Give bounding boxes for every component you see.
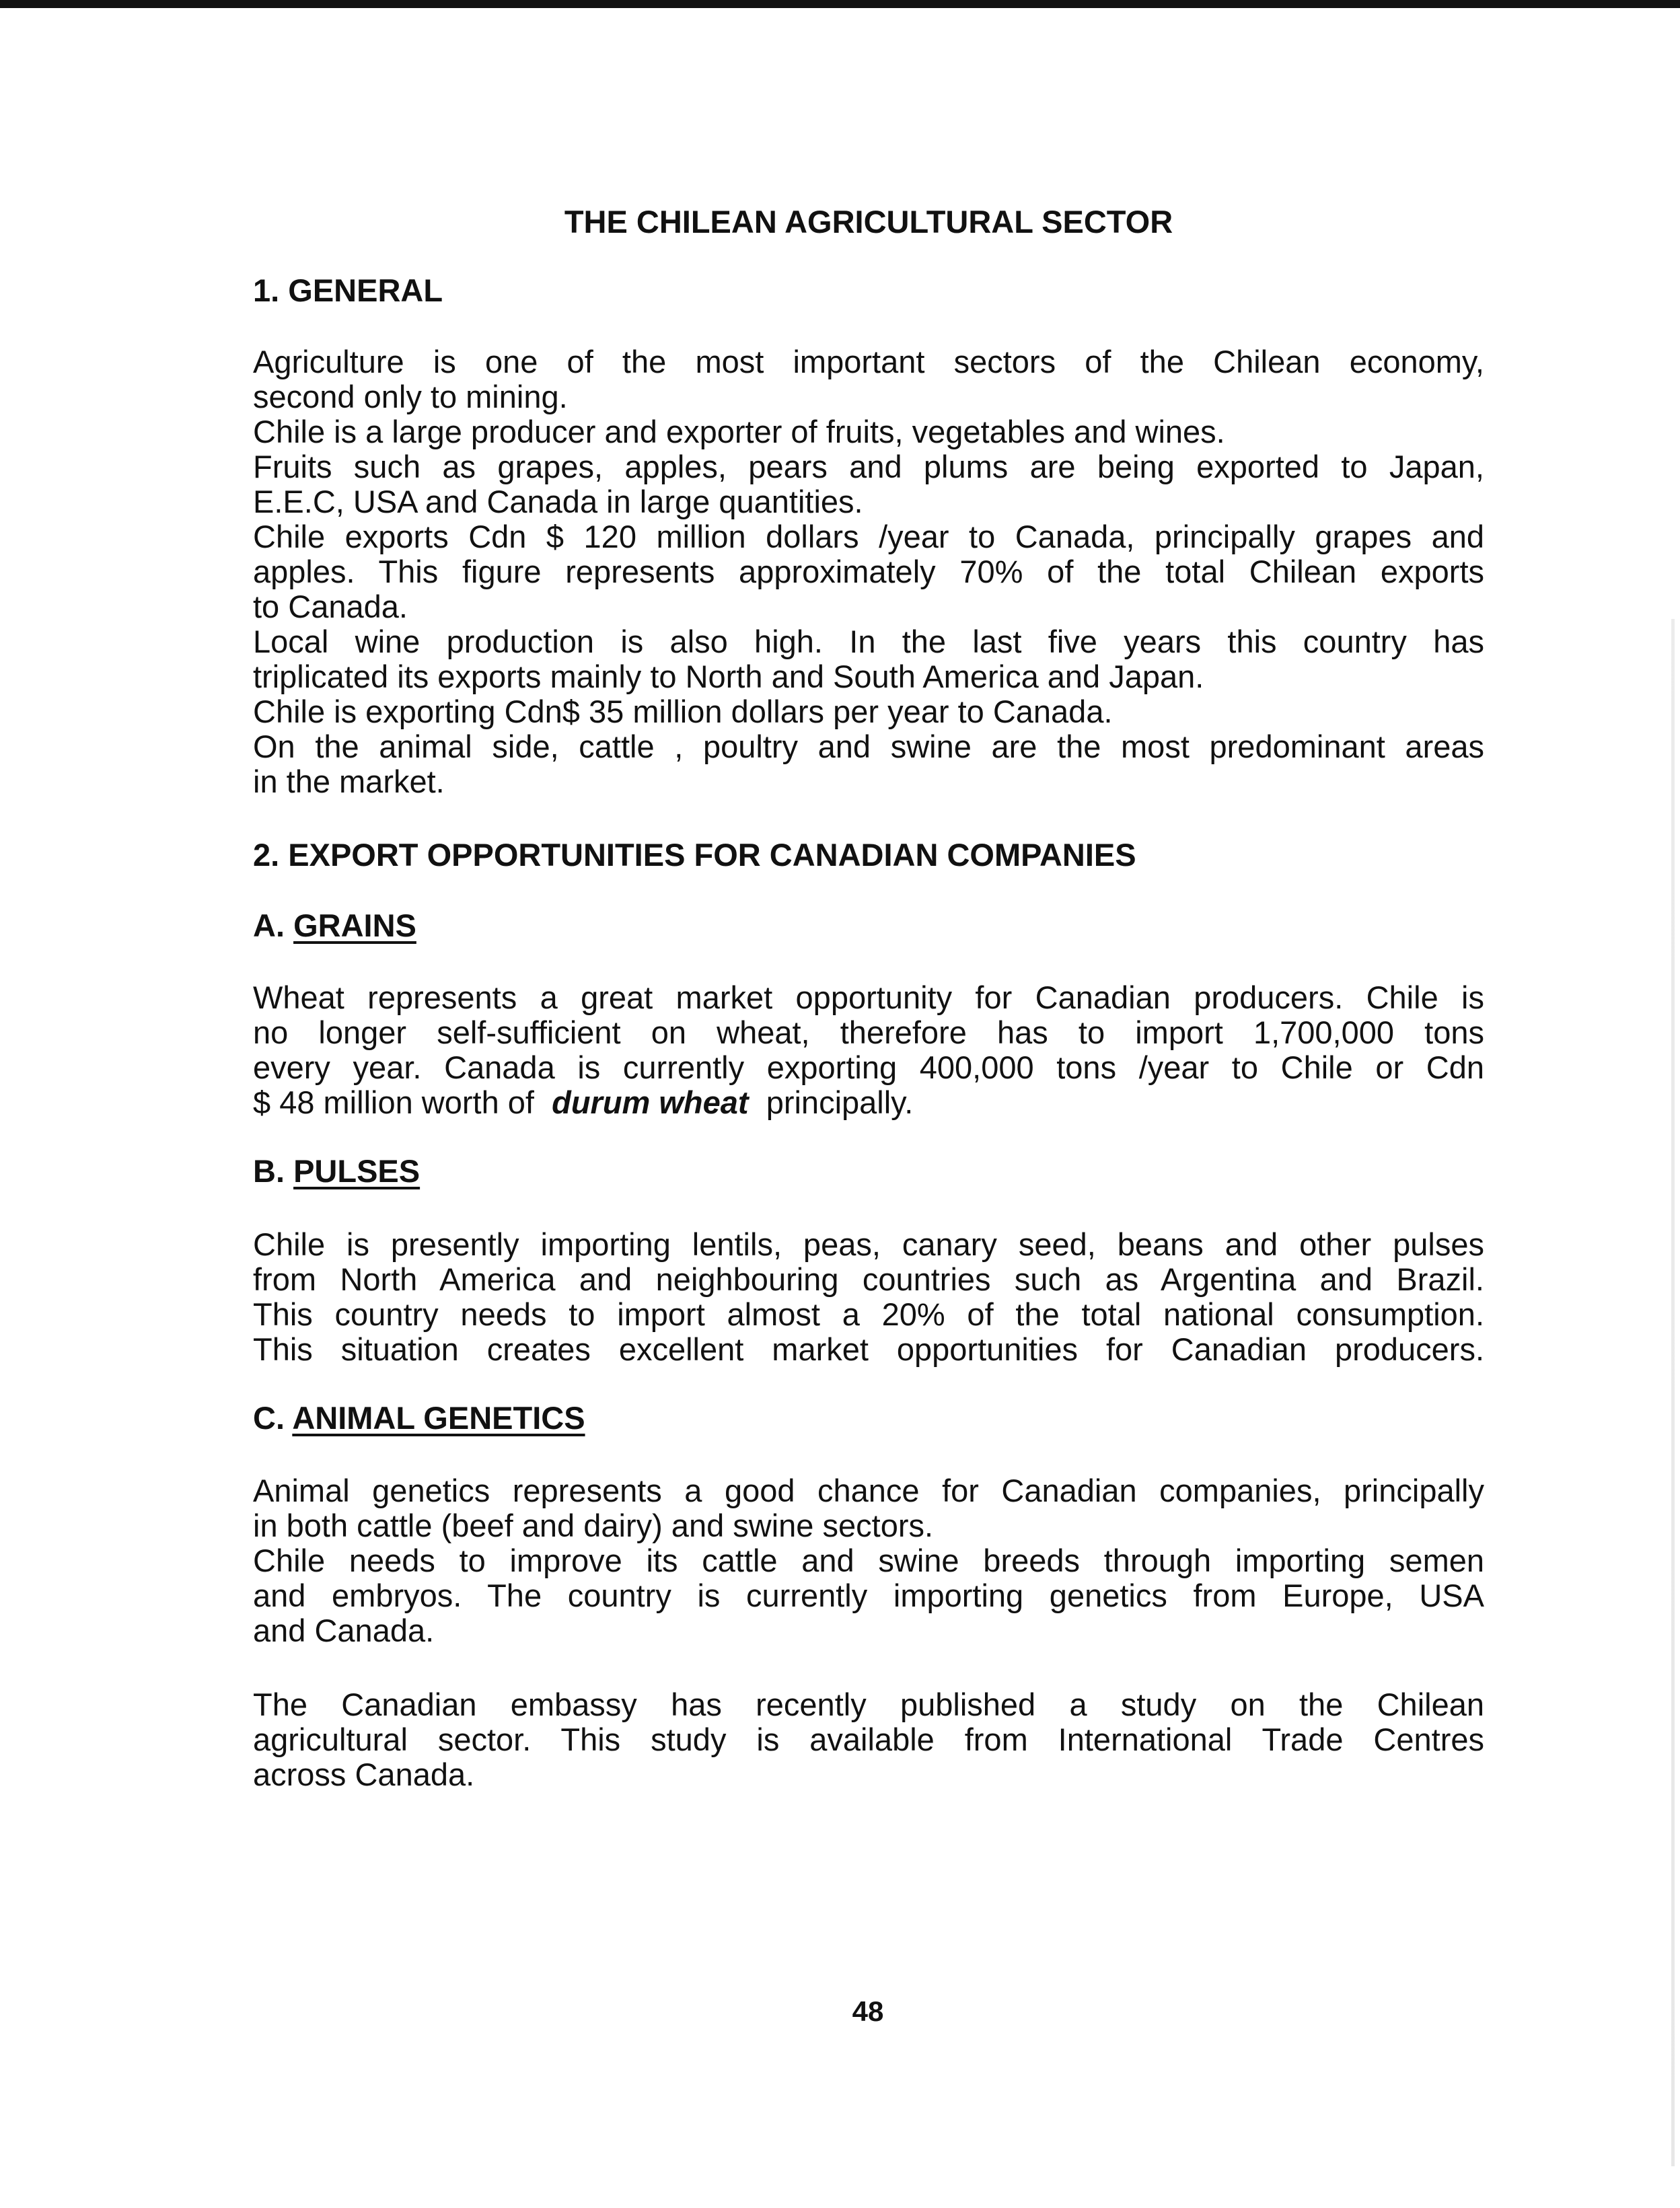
text-line: to Canada. <box>253 589 408 624</box>
text-line: second only to mining. <box>253 379 568 414</box>
text-line: in the market. <box>253 764 445 799</box>
animal-genetics-paragraph <box>253 1473 1484 1648</box>
general-paragraph <box>253 344 1484 799</box>
text-line <box>253 1085 1484 1120</box>
page-number: 48 <box>852 1995 884 2027</box>
subheading-animal-genetics <box>253 1398 585 1438</box>
text-line: On the animal side, cattle , poultry and swine are the most predominant areas <box>253 729 1484 764</box>
text-line: Animal genetics represents a good chance for Canadian companies, principally <box>253 1473 1484 1508</box>
text-line: apples. This figure represents approximately 70% of the total Chilean exports <box>253 554 1484 589</box>
subheading-prefix: B. <box>253 1153 285 1189</box>
text-line: This country needs to import almost a 20% of the total national consumption. <box>253 1296 1484 1332</box>
text-line: and Canada. <box>253 1613 435 1648</box>
text-line: Chile exports Cdn $ 120 million dollars /year to Canada, principally grapes and <box>253 519 1484 554</box>
pulses-paragraph <box>253 1227 1484 1367</box>
text-line: Chile is presently importing lentils, peas, canary seed, beans and other pulses <box>253 1226 1484 1262</box>
top-border-rule <box>0 0 1680 8</box>
text-line: triplicated its exports mainly to North and South America and Japan. <box>253 659 1204 694</box>
document-title: THE CHILEAN AGRICULTURAL SECTOR <box>564 204 1173 240</box>
text-line: across Canada. <box>253 1757 475 1792</box>
text-line: This situation creates excellent market opportunities for Canadian producers. <box>253 1331 1484 1367</box>
text-segment: principally. <box>766 1084 914 1120</box>
text-line: Chile needs to improve its cattle and swine breeds through importing semen <box>253 1543 1484 1578</box>
emphasis-durum-wheat: durum wheat <box>552 1084 749 1120</box>
text-line: Chile is exporting Cdn$ 35 million dollars per year to Canada. <box>253 694 1113 729</box>
subheading-pulses <box>253 1151 420 1191</box>
text-line: no longer self-sufficient on wheat, therefore has to import 1,700,000 tons <box>253 1015 1484 1050</box>
subheading-prefix: C. <box>253 1400 285 1436</box>
scan-edge-shadow <box>1671 619 1675 2166</box>
subheading-prefix: A. <box>253 908 285 943</box>
text-line: from North America and neighbouring countries such as Argentina and Brazil. <box>253 1261 1484 1297</box>
text-line: Chile is a large producer and exporter of fruits, vegetables and wines. <box>253 414 1225 449</box>
subheading-grains <box>253 906 416 946</box>
text-line: in both cattle (beef and dairy) and swine sectors. <box>253 1508 934 1543</box>
text-line: Agriculture is one of the most important sectors of the Chilean economy, <box>253 344 1484 379</box>
subheading-label: PULSES <box>293 1153 421 1189</box>
text-line: The Canadian embassy has recently published a study on the Chilean <box>253 1687 1484 1722</box>
text-line: Local wine production is also high. In the last five years this country has <box>253 624 1484 659</box>
closing-paragraph <box>253 1687 1484 1792</box>
text-line: agricultural sector. This study is available from International Trade Centres <box>253 1722 1484 1757</box>
text-line: and embryos. The country is currently importing genetics from Europe, USA <box>253 1578 1484 1613</box>
grains-paragraph <box>253 980 1484 1120</box>
section-heading-general: 1. GENERAL <box>253 272 443 308</box>
text-line: E.E.C, USA and Canada in large quantities. <box>253 484 863 519</box>
subheading-label: ANIMAL GENETICS <box>292 1400 585 1436</box>
subheading-label: GRAINS <box>293 908 416 943</box>
text-line: Wheat represents a great market opportunity for Canadian producers. Chile is <box>253 980 1484 1015</box>
text-line: every year. Canada is currently exporting 400,000 tons /year to Chile or Cdn <box>253 1050 1484 1085</box>
section-heading-export-opportunities: 2. EXPORT OPPORTUNITIES FOR CANADIAN COMPANIES <box>253 837 1136 873</box>
text-line: Fruits such as grapes, apples, pears and plums are being exported to Japan, <box>253 449 1484 484</box>
text-segment: $ 48 million worth of <box>253 1084 534 1120</box>
